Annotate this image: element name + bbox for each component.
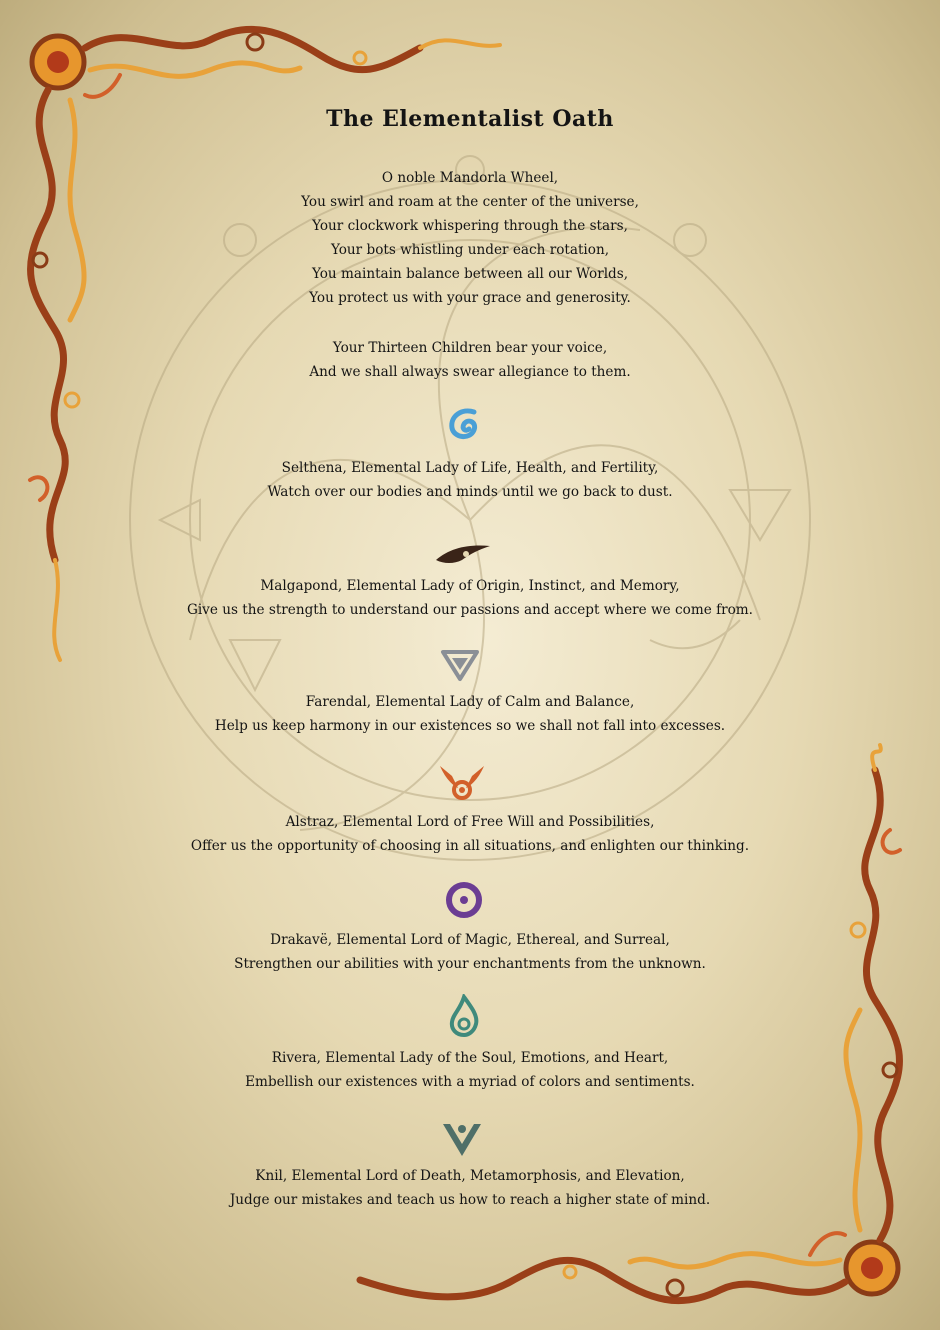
elemental-plea: Embellish our existences with a myriad of colors and sentiments. [245,1074,695,1090]
elemental-invocation: Alstraz, Elemental Lord of Free Will and Possibilities, [285,814,655,830]
intro-line: Your clockwork whispering through the stars, [312,218,628,234]
elemental-plea: Strengthen our abilities with your enchantments from the unknown. [234,956,706,972]
elemental-verse [0,574,940,622]
children-stanza [0,336,940,384]
elemental-invocation: Malgapond, Elemental Lady of Origin, Instinct, and Memory, [260,578,680,594]
elemental-verse [0,1164,940,1212]
children-line: And we shall always swear allegiance to them. [309,364,631,380]
elemental-plea: Give us the strength to understand our passions and accept where we come from. [186,602,754,618]
intro-line: O noble Mandorla Wheel, [381,170,559,186]
ring-orb-icon [444,880,484,920]
page-title: The Elementalist Oath [326,106,614,132]
elemental-verse [0,810,940,858]
intro-line: You maintain balance between all our Worlds, [311,266,629,282]
elemental-verse [0,1046,940,1094]
elemental-plea: Watch over our bodies and minds until we go back to dust. [267,484,673,500]
inverted-triangle-icon [440,648,480,682]
wave-spiral-icon [444,404,484,444]
elemental-invocation: Selthena, Elemental Lady of Life, Health, and Fertility, [281,460,659,476]
intro-line: Your bots whistling under each rotation, [330,242,610,258]
intro-line: You protect us with your grace and generosity. [309,290,631,306]
elemental-invocation: Rivera, Elemental Lady of the Soul, Emotions, and Heart, [271,1050,669,1066]
children-line: Your Thirteen Children bear your voice, [332,340,608,356]
elemental-plea: Offer us the opportunity of choosing in all situations, and enlighten our thinking. [190,838,750,854]
brush-stroke-icon [432,540,496,568]
elemental-verse [0,690,940,738]
elemental-plea: Judge our mistakes and teach us how to reach a higher state of mind. [229,1192,711,1208]
intro-stanza [0,166,940,310]
elemental-invocation: Drakavë, Elemental Lord of Magic, Ethereal, and Surreal, [270,932,670,948]
elemental-invocation: Farendal, Elemental Lady of Calm and Balance, [305,694,635,710]
winged-orb-icon [436,762,488,802]
flame-drop-icon [446,994,482,1038]
elemental-verse [0,456,940,504]
intro-line: You swirl and roam at the center of the universe, [301,194,639,210]
elemental-plea: Help us keep harmony in our existences so we shall not fall into excesses. [214,718,726,734]
elemental-invocation: Knil, Elemental Lord of Death, Metamorphosis, and Elevation, [255,1168,685,1184]
chevron-figure-icon [440,1120,484,1160]
elemental-verse [0,928,940,976]
